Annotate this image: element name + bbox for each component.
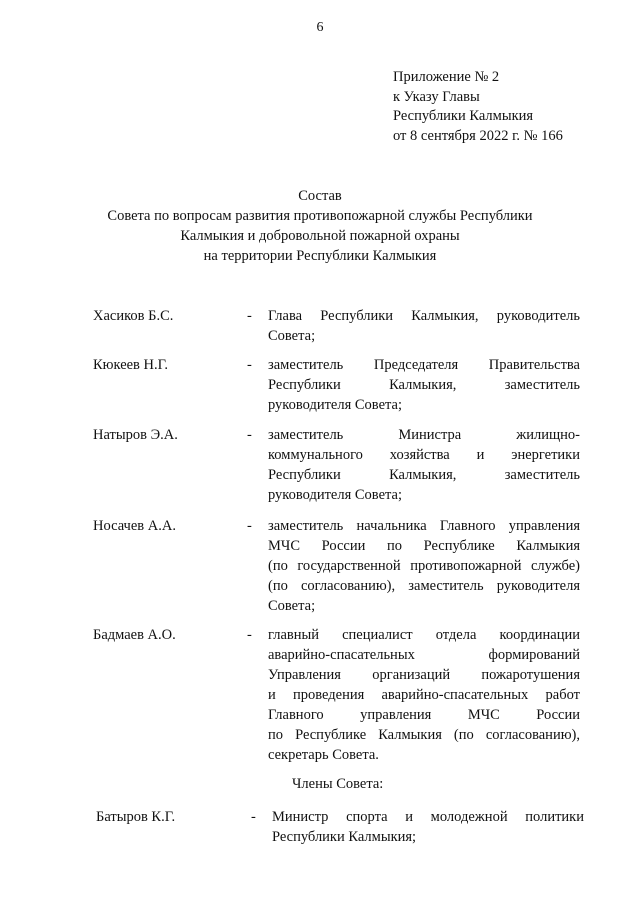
position-line: заместитель начальника Главного управления	[268, 518, 580, 534]
title-line: Состав	[298, 188, 342, 204]
position-line: Министр спорта и молодежной политики	[272, 809, 584, 825]
entry-dash: -	[247, 308, 252, 324]
position-line: коммунального хозяйства и энергетики	[268, 447, 580, 463]
person-name: Батыров К.Г.	[96, 809, 176, 825]
person-position	[268, 425, 580, 505]
position-line: Совета;	[268, 598, 316, 614]
appendix-line: Приложение № 2	[393, 69, 500, 85]
position-line: главный специалист отдела координации	[268, 627, 580, 643]
position-line: (по согласованию), заместитель руководителя	[268, 578, 580, 594]
entry-dash: -	[247, 357, 252, 373]
position-line: Глава Республики Калмыкия, руководитель	[268, 308, 580, 324]
page-number: 6	[316, 20, 324, 35]
entry-dash: -	[247, 518, 252, 534]
person-name: Бадмаев А.О.	[93, 627, 176, 643]
entry-dash: -	[251, 809, 256, 825]
position-line: аварийно-спасательных формирований	[268, 647, 580, 663]
appendix-header	[393, 68, 563, 146]
person-position	[268, 355, 580, 415]
position-line: руководителя Совета;	[268, 487, 402, 503]
position-line: заместитель Министра жилищно-	[268, 427, 580, 443]
position-line: Республики Калмыкия, заместитель	[268, 467, 580, 483]
person-position	[268, 516, 580, 616]
position-line: заместитель Председателя Правительства	[268, 357, 580, 373]
position-line: Республики Калмыкия;	[272, 829, 417, 845]
position-line: (по государственной противопожарной службе)	[268, 558, 580, 574]
person-position	[268, 625, 580, 765]
position-line: МЧС России по Республике Калмыкия	[268, 538, 580, 554]
appendix-line: Республики Калмыкия	[393, 108, 534, 124]
person-name: Кюкеев Н.Г.	[93, 357, 168, 373]
document-title	[0, 186, 640, 266]
entry-dash: -	[247, 427, 252, 443]
entry-dash: -	[247, 627, 252, 643]
person-name: Носачев А.А.	[93, 518, 176, 534]
members-heading: Члены Совета:	[292, 776, 384, 792]
position-line: Главного управления МЧС России	[268, 707, 580, 723]
appendix-line: к Указу Главы	[393, 88, 480, 105]
person-name: Натыров Э.А.	[93, 427, 178, 443]
person-position	[272, 807, 584, 847]
person-name: Хасиков Б.С.	[93, 308, 174, 324]
title-line: Совета по вопросам развития противопожарной службы Республики	[107, 208, 533, 224]
person-position	[268, 306, 580, 346]
position-line: по Республике Калмыкия (по согласованию),	[268, 727, 580, 743]
position-line: Управления организаций пожаротушения	[268, 667, 580, 683]
position-line: Совета;	[268, 328, 316, 344]
position-line: Республики Калмыкия, заместитель	[268, 377, 580, 393]
title-line: Калмыкия и добровольной пожарной охраны	[180, 228, 460, 244]
position-line: и проведения аварийно-спасательных работ	[268, 687, 580, 703]
appendix-line: от 8 сентября 2022 г. № 166	[393, 127, 563, 144]
position-line: секретарь Совета.	[268, 747, 379, 763]
position-line: руководителя Совета;	[268, 397, 402, 413]
title-line: на территории Республики Калмыкия	[203, 248, 437, 264]
